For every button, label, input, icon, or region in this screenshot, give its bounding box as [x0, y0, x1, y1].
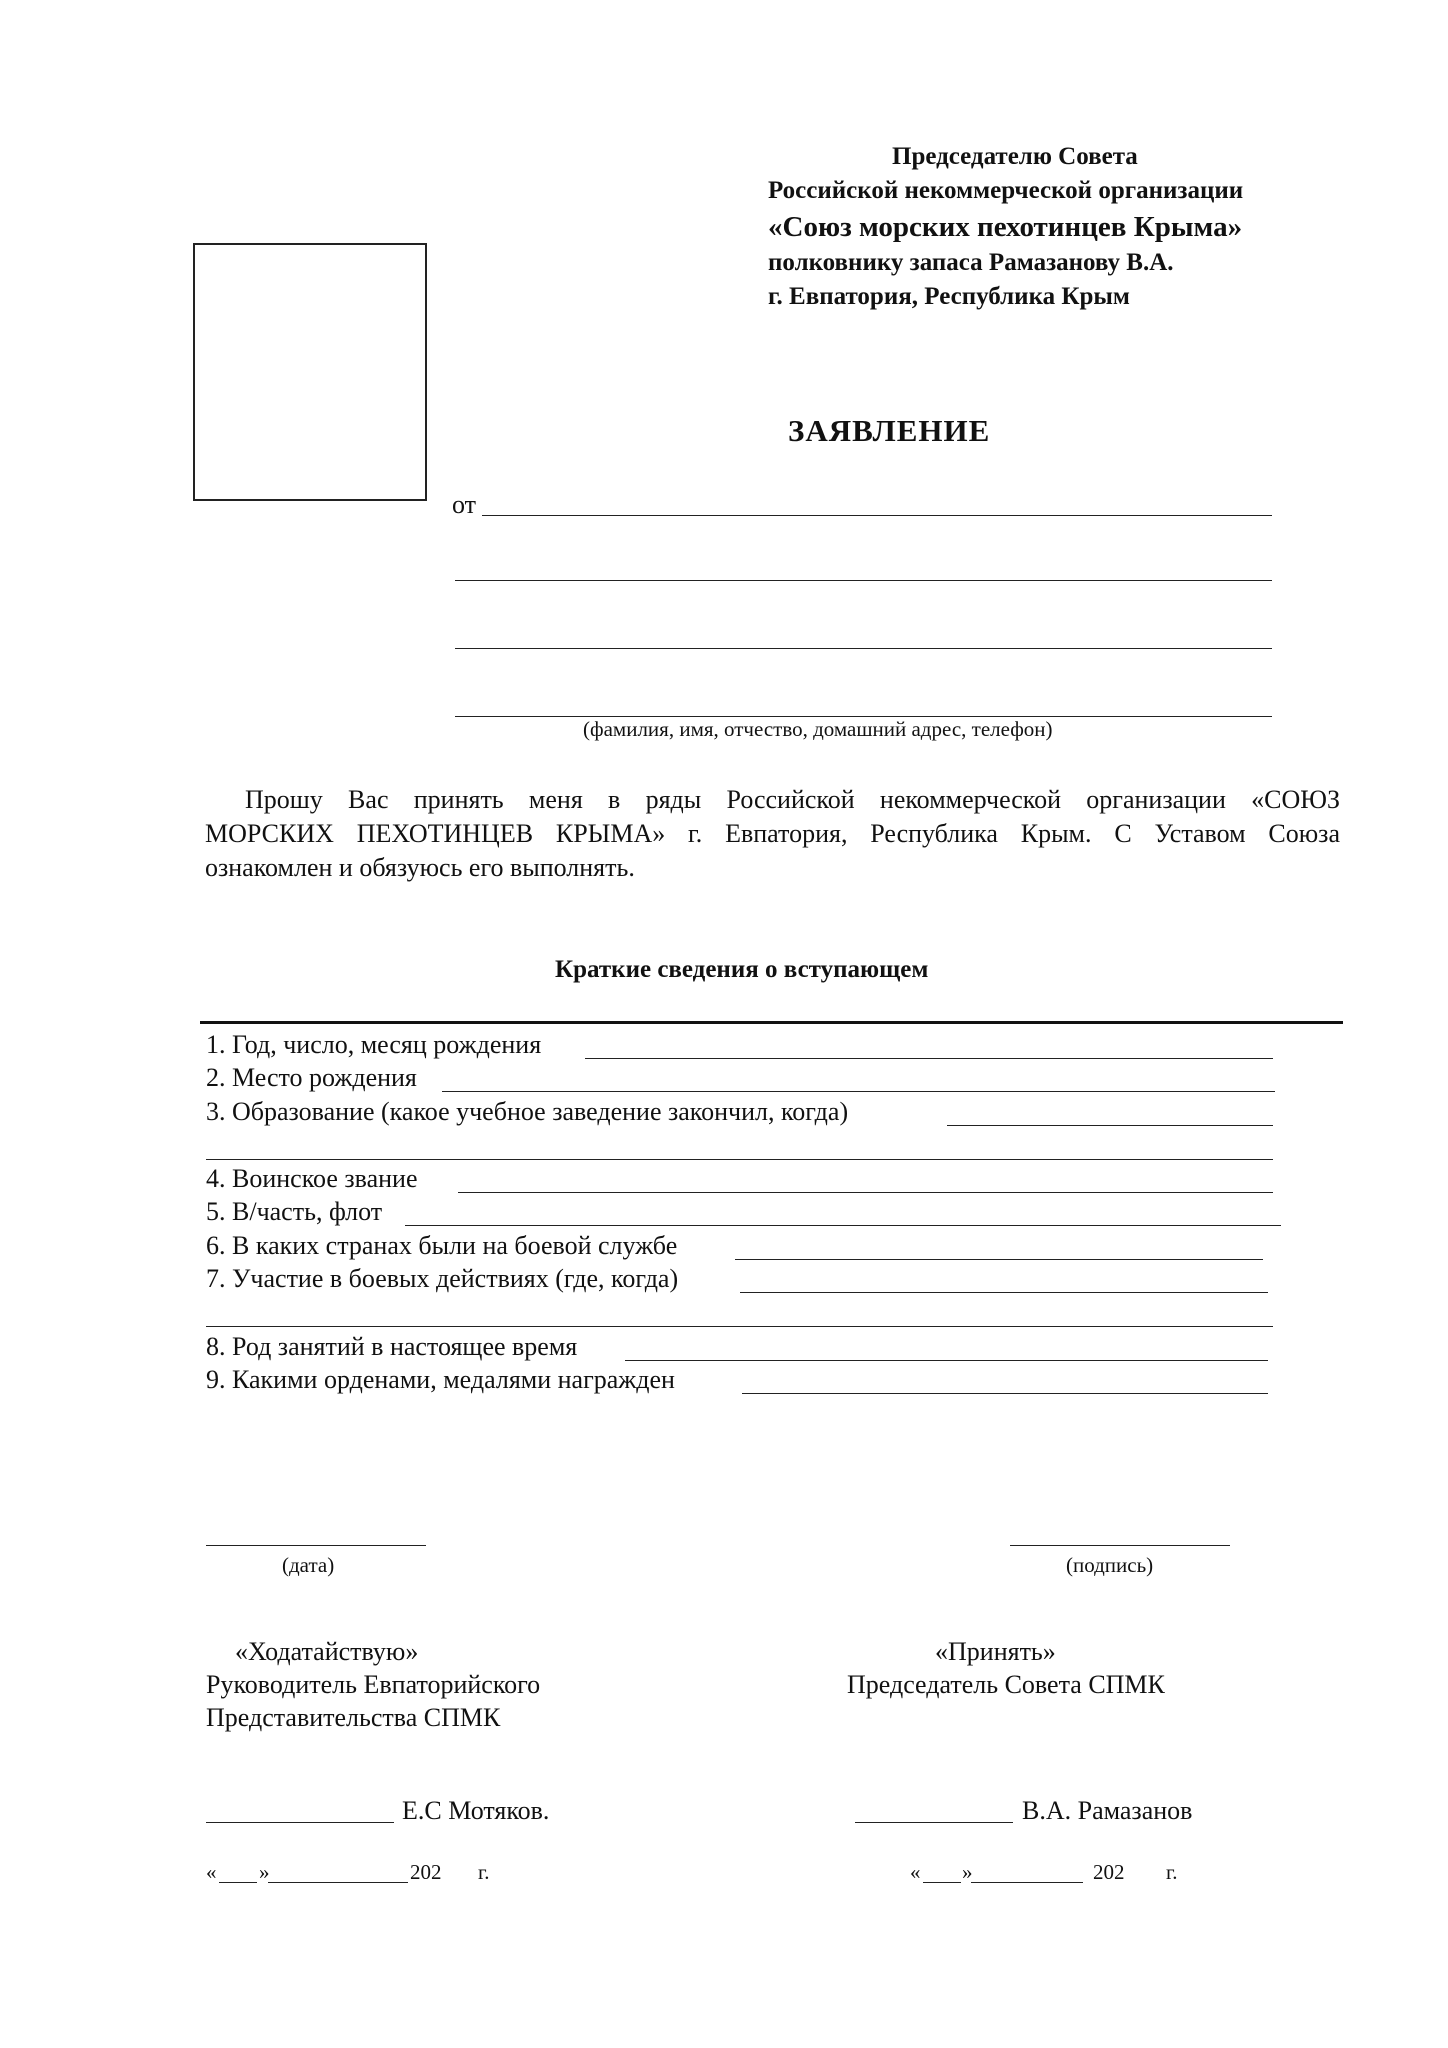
item-countries-label: 6. В каких странах были на боевой службе: [206, 1231, 678, 1260]
from-line-2[interactable]: [455, 580, 1272, 581]
item-awards-label: 9. Какими орденами, медалями награжден: [206, 1365, 675, 1394]
left-role-2: Представительства СПМК: [206, 1703, 501, 1732]
left-date-open: «: [206, 1860, 217, 1884]
signature-line[interactable]: [1010, 1545, 1230, 1546]
section-title: Краткие сведения о вступающем: [555, 956, 929, 983]
left-year-suffix: г.: [478, 1860, 490, 1884]
addressee-line-2: Российской некоммерческой организации: [768, 177, 1244, 204]
item-birth-place-line[interactable]: [442, 1091, 1275, 1092]
from-line-1[interactable]: [482, 515, 1272, 516]
item-combat-line[interactable]: [740, 1292, 1268, 1293]
from-caption: (фамилия, имя, отчество, домашний адрес, телефон): [583, 717, 1053, 741]
document-title: ЗАЯВЛЕНИЕ: [788, 413, 991, 448]
item-countries-line[interactable]: [735, 1259, 1263, 1260]
item-education-label: 3. Образование (какое учебное заведение закончил, когда): [206, 1097, 849, 1126]
item-combat-label: 7. Участие в боевых действиях (где, когда): [206, 1264, 679, 1293]
item-birth-date-line[interactable]: [585, 1058, 1273, 1059]
item-unit-line[interactable]: [405, 1225, 1281, 1226]
from-label: от: [452, 490, 477, 519]
right-signature-line[interactable]: [855, 1822, 1013, 1823]
right-year-suffix: г.: [1166, 1860, 1178, 1884]
item-education-line-2[interactable]: [206, 1159, 1273, 1160]
date-line[interactable]: [206, 1545, 426, 1546]
from-line-3[interactable]: [455, 648, 1272, 649]
right-role-1: Председатель Совета СПМК: [847, 1670, 1165, 1699]
signature-caption: (подпись): [1066, 1553, 1154, 1577]
right-day-line[interactable]: [923, 1882, 961, 1883]
addressee-line-1: Председателю Совета: [892, 143, 1138, 170]
left-month-line[interactable]: [268, 1882, 408, 1883]
item-unit-label: 5. В/часть, флот: [206, 1197, 383, 1226]
addressee-line-3: «Союз морских пехотинцев Крыма»: [768, 211, 1243, 243]
photo-placeholder-box: [193, 243, 427, 501]
paragraph-line-2: МОРСКИХ ПЕХОТИНЦЕВ КРЫМА» г. Евпатория, Республика Крым. С Уставом Союза: [205, 819, 1340, 848]
request-paragraph: [205, 783, 1340, 885]
right-quote: «Принять»: [935, 1637, 1056, 1666]
left-signer-name: Е.С Мотяков.: [402, 1796, 550, 1825]
section-divider: [200, 1021, 1343, 1024]
left-quote: «Ходатайствую»: [235, 1637, 419, 1666]
left-year: 202: [410, 1860, 442, 1884]
right-signer-name: В.А. Рамазанов: [1022, 1796, 1193, 1825]
item-awards-line[interactable]: [742, 1393, 1268, 1394]
item-birth-place-label: 2. Место рождения: [206, 1063, 417, 1092]
right-year: 202: [1093, 1860, 1125, 1884]
left-signature-line[interactable]: [206, 1822, 394, 1823]
right-date-open: «: [910, 1860, 921, 1884]
left-day-line[interactable]: [219, 1882, 257, 1883]
item-rank-label: 4. Воинское звание: [206, 1164, 418, 1193]
right-month-line[interactable]: [971, 1882, 1083, 1883]
right-date-mid: »: [962, 1860, 973, 1884]
item-birth-date-label: 1. Год, число, месяц рождения: [206, 1030, 542, 1059]
item-education-line[interactable]: [947, 1125, 1273, 1126]
date-caption: (дата): [282, 1553, 335, 1577]
item-combat-line-2[interactable]: [206, 1326, 1273, 1327]
left-role-1: Руководитель Евпаторийского: [206, 1670, 541, 1699]
left-date-mid: »: [259, 1860, 270, 1884]
addressee-line-4: полковнику запаса Рамазанову В.А.: [768, 249, 1174, 276]
addressee-line-5: г. Евпатория, Республика Крым: [768, 283, 1130, 310]
item-occupation-label: 8. Род занятий в настоящее время: [206, 1332, 578, 1361]
paragraph-line-1: Прошу Вас принять меня в ряды Российской некоммерческой организации «СОЮЗ: [245, 785, 1340, 814]
item-rank-line[interactable]: [458, 1192, 1273, 1193]
item-occupation-line[interactable]: [625, 1360, 1268, 1361]
paragraph-line-3: ознакомлен и обязуюсь его выполнять.: [205, 853, 635, 882]
